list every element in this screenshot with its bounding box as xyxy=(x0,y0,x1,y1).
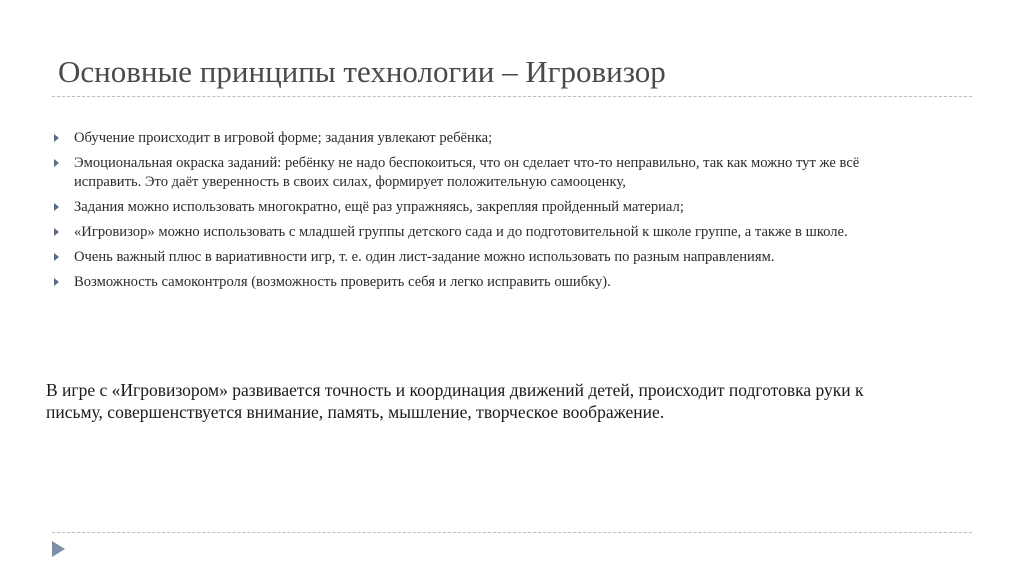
play-arrow-icon[interactable] xyxy=(52,541,65,557)
bullet-text: Эмоциональная окраска заданий: ребёнку не надо беспокоиться, что он сделает что-то неправильно, так как можно тут же всё исправить. Это даёт уверенность в своих силах, формирует положительную самооценку, xyxy=(74,155,860,190)
bullet-arrow-icon xyxy=(54,134,59,142)
list-item xyxy=(50,129,930,148)
bullet-arrow-icon xyxy=(54,203,59,211)
list-item xyxy=(50,273,930,292)
bullet-text: Возможность самоконтроля (возможность проверить себя и легко исправить ошибку). xyxy=(74,274,611,290)
summary-paragraph: В игре с «Игровизором» развивается точность и координация движений детей, происходит подготовка руки к письму, совершенствуется внимание, память, мышление, творческое воображение. xyxy=(46,380,864,422)
bullet-text: Обучение происходит в игровой форме; задания увлекают ребёнка; xyxy=(74,130,493,146)
bullet-list xyxy=(50,129,930,298)
title-divider xyxy=(52,96,972,97)
bullet-arrow-icon xyxy=(54,278,59,286)
bullet-text: Очень важный плюс в вариативности игр, т. е. один лист-задание можно использовать по разным направлениям. xyxy=(74,249,775,265)
list-item xyxy=(50,248,930,267)
bullet-arrow-icon xyxy=(54,253,59,261)
bullet-text: Задания можно использовать многократно, ещё раз упражняясь, закрепляя пройденный материал; xyxy=(74,199,684,215)
footer-divider xyxy=(52,532,972,533)
bullet-arrow-icon xyxy=(54,228,59,236)
bullet-arrow-icon xyxy=(54,159,59,167)
list-item xyxy=(50,198,930,217)
list-item xyxy=(50,223,930,242)
slide-title: Основные принципы технологии – Игровизор xyxy=(58,54,666,89)
list-item xyxy=(50,154,930,192)
bullet-text: «Игровизор» можно использовать с младшей группы детского сада и до подготовительной к школе группе, а также в школе. xyxy=(74,224,848,240)
